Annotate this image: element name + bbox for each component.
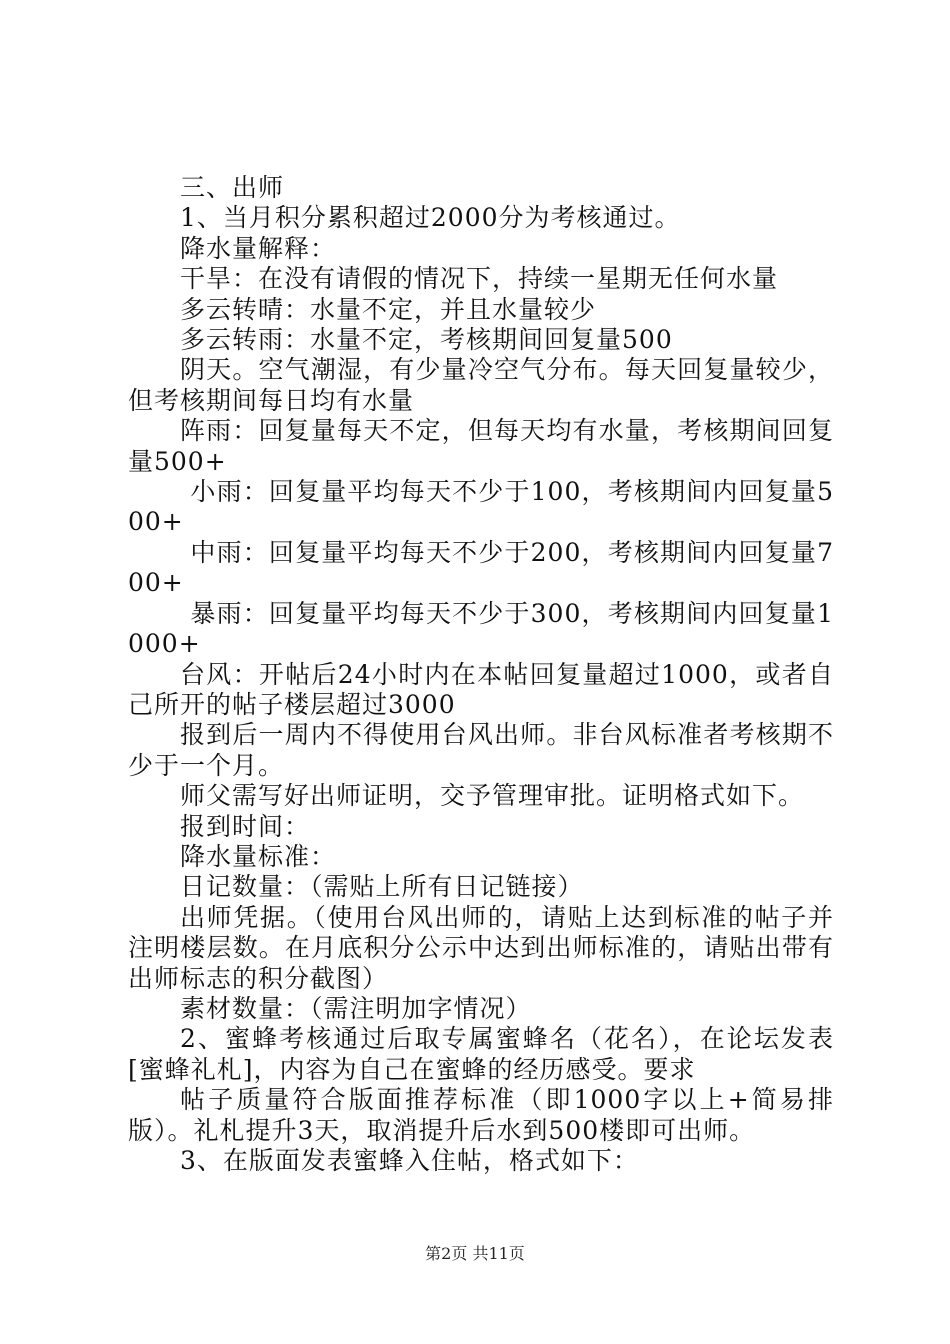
paragraph: 日记数量：（需贴上所有日记链接）	[180, 872, 584, 902]
paragraph: 多云转雨：水量不定，考核期间回复量500	[180, 325, 673, 355]
page-footer: 第2页 共11页	[425, 1244, 525, 1263]
paragraph: 暴雨：回复量平均每天不少于300，考核期间内回复量1000+	[128, 598, 834, 659]
paragraph: 台风：开帖后24小时内在本帖回复量超过1000，或者自己所开的帖子楼层超过3000	[128, 659, 834, 719]
paragraph: 3、在版面发表蜜蜂入住帖，格式如下：	[180, 1146, 639, 1175]
paragraph: 小雨：回复量平均每天不少于100，考核期间内回复量500+	[128, 477, 834, 537]
paragraph: 师父需写好出师证明，交予管理审批。证明格式如下。	[180, 781, 805, 811]
paragraph: 降水量解释：	[180, 233, 337, 263]
paragraph: 阴天。空气潮湿，有少量冷空气分布。每天回复量较少，但考核期间每日均有水量	[128, 355, 834, 415]
paragraph: 干旱：在没有请假的情况下，持续一星期无任何水量	[180, 264, 779, 294]
paragraph: 2、蜜蜂考核通过后取专属蜜蜂名（花名），在论坛发表[蜜蜂礼札]，内容为自己在蜜蜂的经历感受。要求	[128, 1024, 834, 1084]
paragraph: 素材数量：（需注明加字情况）	[180, 993, 532, 1023]
paragraph: 1、当月积分累积超过2000分为考核通过。	[180, 203, 681, 233]
paragraph: 报到时间：	[180, 811, 311, 841]
paragraph: 帖子质量符合版面推荐标准（即1000字以上+简易排版）。礼札提升3天，取消提升后水到500楼即可出师。	[128, 1085, 834, 1145]
paragraph: 报到后一周内不得使用台风出师。非台风标准者考核期不少于一个月。	[128, 720, 834, 780]
paragraph: 中雨：回复量平均每天不少于200，考核期间内回复量700+	[128, 537, 834, 598]
document-body	[128, 173, 834, 1176]
paragraph: 三、出师	[180, 173, 285, 202]
paragraph: 出师凭据。（使用台风出师的，请贴上达到标准的帖子并注明楼层数。在月底积分公示中达到出师标准的，请贴出带有出师标志的积分截图）	[128, 902, 834, 993]
paragraph: 阵雨：回复量每天不定，但每天均有水量，考核期间回复量500+	[128, 416, 834, 476]
paragraph: 多云转晴：水量不定，并且水量较少	[180, 294, 597, 324]
paragraph: 降水量标准：	[180, 841, 337, 871]
